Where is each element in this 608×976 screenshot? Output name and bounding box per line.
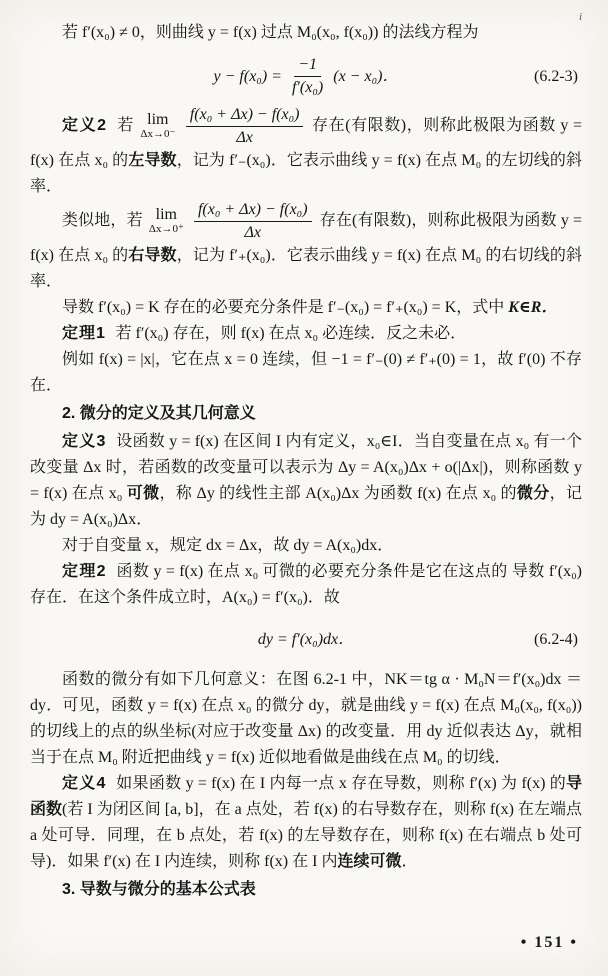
- term-left-derivative: 左导数: [128, 152, 177, 169]
- paragraph-theorem-2: [30, 559, 582, 611]
- fraction-denominator: f′(x₀): [291, 79, 324, 96]
- equation-rhs: (x − x₀)．: [333, 67, 399, 85]
- fraction-numerator: f(x₀ + Δx) − f(x₀): [186, 105, 304, 127]
- limit-subscript: Δx→0⁻: [140, 127, 176, 140]
- body-text: ，记为 f′₋(x₀)．它表示曲线 y = f(x) 在点 M₀ 的左切线的斜率．: [30, 152, 582, 195]
- body-text: 存在(有限数)，则称此极限为函数: [312, 117, 556, 135]
- difference-quotient-fraction: [194, 200, 312, 243]
- equation-body: [258, 627, 354, 653]
- section-heading-formula-table: [30, 877, 582, 903]
- term-differentiable: 可微: [126, 485, 160, 502]
- equation-number: (6.2-3): [534, 67, 578, 85]
- page-number: • 151 •: [520, 934, 578, 951]
- limit-subscript: Δx→0⁺: [148, 222, 184, 235]
- body-text: ．: [401, 853, 418, 870]
- fraction-numerator: f(x₀ + Δx) − f(x₀): [194, 200, 312, 222]
- limit-operator: [140, 112, 175, 142]
- heading-text: 2. 微分的定义及其几何意义: [62, 405, 256, 422]
- k-in-r: K∈R．: [508, 299, 558, 316]
- equation-lhs: dy = f′(x₀)dx．: [257, 631, 355, 648]
- term-differential: 微分: [516, 485, 550, 502]
- body-text: 对于自变量 x，规定 dx = Δx，故 dy = A(x₀)dx．: [62, 537, 394, 554]
- paragraph-derivative-condition: [30, 295, 582, 321]
- paragraph-definition-3: [30, 429, 582, 533]
- paragraph-geometric-meaning: [30, 667, 582, 771]
- body-text: ，记为 f′₊(x₀)．它表示曲线 y = f(x) 在点 M₀ 的右切线的斜率．: [30, 247, 582, 290]
- term-right-derivative: 右导数: [128, 247, 177, 264]
- definition-2-label: 定义2: [62, 117, 108, 135]
- body-text: 函数 y = f(x) 在点 x₀ 可微的必要充分条件是它在这点的 导数 f′(x₀) 存在．在这个条件成立时，A(x₀) = f′(x₀)．故: [30, 563, 582, 606]
- equation-lhs: y − f(x₀) =: [213, 67, 282, 85]
- body-text: 若: [116, 117, 134, 135]
- body-text: 存在(有限数)，则称此极限为函数: [319, 212, 557, 230]
- term-derivative-function: 导函数: [30, 775, 582, 818]
- body-text: ，称 Δy 的线性主部 A(x₀)Δx 为函数 f(x) 在点 x₀ 的: [159, 485, 517, 502]
- body-text: 如果函数 y = f(x) 在 I 内每一点 x 存在导数，则称 f′(x) 为 f(x) 的: [116, 775, 566, 792]
- equation-6-2-4: [30, 620, 582, 660]
- limit-word: lim: [155, 205, 177, 223]
- definition-4-label: 定义4: [62, 775, 107, 792]
- term-continuously-differentiable: 连续可微: [337, 853, 402, 870]
- paragraph-right-derivative: [30, 200, 582, 295]
- theorem-2-label: 定理2: [62, 563, 107, 580]
- theorem-1-label: 定理1: [62, 325, 106, 342]
- body-text: ，记为 dy = A(x₀)Δx．: [30, 485, 582, 528]
- paragraph-normal-line-intro: [30, 20, 582, 46]
- equation-number: (6.2-4): [534, 631, 578, 648]
- body-text: y = f(x) 在点 x₀ 的: [30, 212, 583, 264]
- body-text: 设函数 y = f(x) 在区间 I 内有定义，x₀∈I．当自变量在点 x₀ 有一个改变量 Δx 时，若函数的改变量可以表示为 Δy = A(x₀)Δx + o(|Δx|)，则称函数 y = f(x) 在点 x₀: [30, 433, 582, 502]
- body-text: 函数的微分有如下几何意义：在图 6.2-1 中，NK＝tg α · M₀N＝f′(x₀)dx ＝ dy．可见，函数 y = f(x) 在点 x₀ 的微分 dy，就是曲线 y = f(x) 在点 M₀(x₀, f(x₀)) 的切线上的点的纵坐标(对应于改变量 Δx) 的改变量．用 dy 近似表达 Δy，就相当于在点 M₀ 附近把曲线 y = f(x) 近似地看做是曲线在点 M₀ 的切线．: [30, 671, 582, 766]
- body-text: 例如 f(x) = |x|，它在点 x = 0 连续，但 −1 = f′₋(0) ≠ f′₊(0) = 1，故 f′(0) 不存在．: [30, 351, 582, 394]
- limit-operator: [149, 207, 184, 237]
- fraction-numerator: −1: [294, 55, 321, 77]
- paragraph-example-abs: [30, 347, 582, 399]
- scan-artifact: i: [578, 11, 582, 23]
- body-text: 若 f′(x₀) 存在，则 f(x) 在点 x₀ 必连续．反之未必．: [115, 325, 467, 342]
- body-text: y = f(x) 在点 x₀ 的: [30, 117, 583, 169]
- paragraph-definition-4: [30, 771, 582, 875]
- fraction: [292, 55, 323, 98]
- section-heading-differential: [30, 401, 582, 427]
- paragraph-theorem-1: [30, 321, 582, 347]
- body-text: 若 f′(x₀) ≠ 0，则曲线 y = f(x) 过点 M₀(x₀, f(x₀)) 的法线方程为: [62, 24, 479, 41]
- equation-6-2-3: [30, 55, 582, 98]
- definition-3-label: 定义3: [62, 433, 107, 450]
- heading-text: 3. 导数与微分的基本公式表: [62, 881, 256, 898]
- paragraph-dx-definition: [30, 533, 582, 559]
- equation-body: [214, 55, 399, 98]
- difference-quotient-fraction: [186, 105, 304, 148]
- fraction-denominator: Δx: [244, 224, 261, 241]
- limit-word: lim: [147, 110, 169, 128]
- body-text: (若 I 为闭区间 [a, b]，在 a 点处，若 f(x) 的右导数存在，则称 f(x) 在左端点 a 处可导．同理，在 b 点处，若 f(x) 的左导数存在，则称 f(x) 在右端点 b 处可导)．如果 f′(x) 在 I 内连续，则称 f(x) 在 I 内: [30, 801, 582, 870]
- paragraph-definition-2: [30, 105, 582, 200]
- fraction-denominator: Δx: [236, 129, 253, 146]
- body-text: 导数 f′(x₀) = K 存在的必要充分条件是 f′₋(x₀) = f′₊(x₀) = K，式中: [62, 299, 505, 316]
- body-text: 类似地，若: [62, 212, 143, 230]
